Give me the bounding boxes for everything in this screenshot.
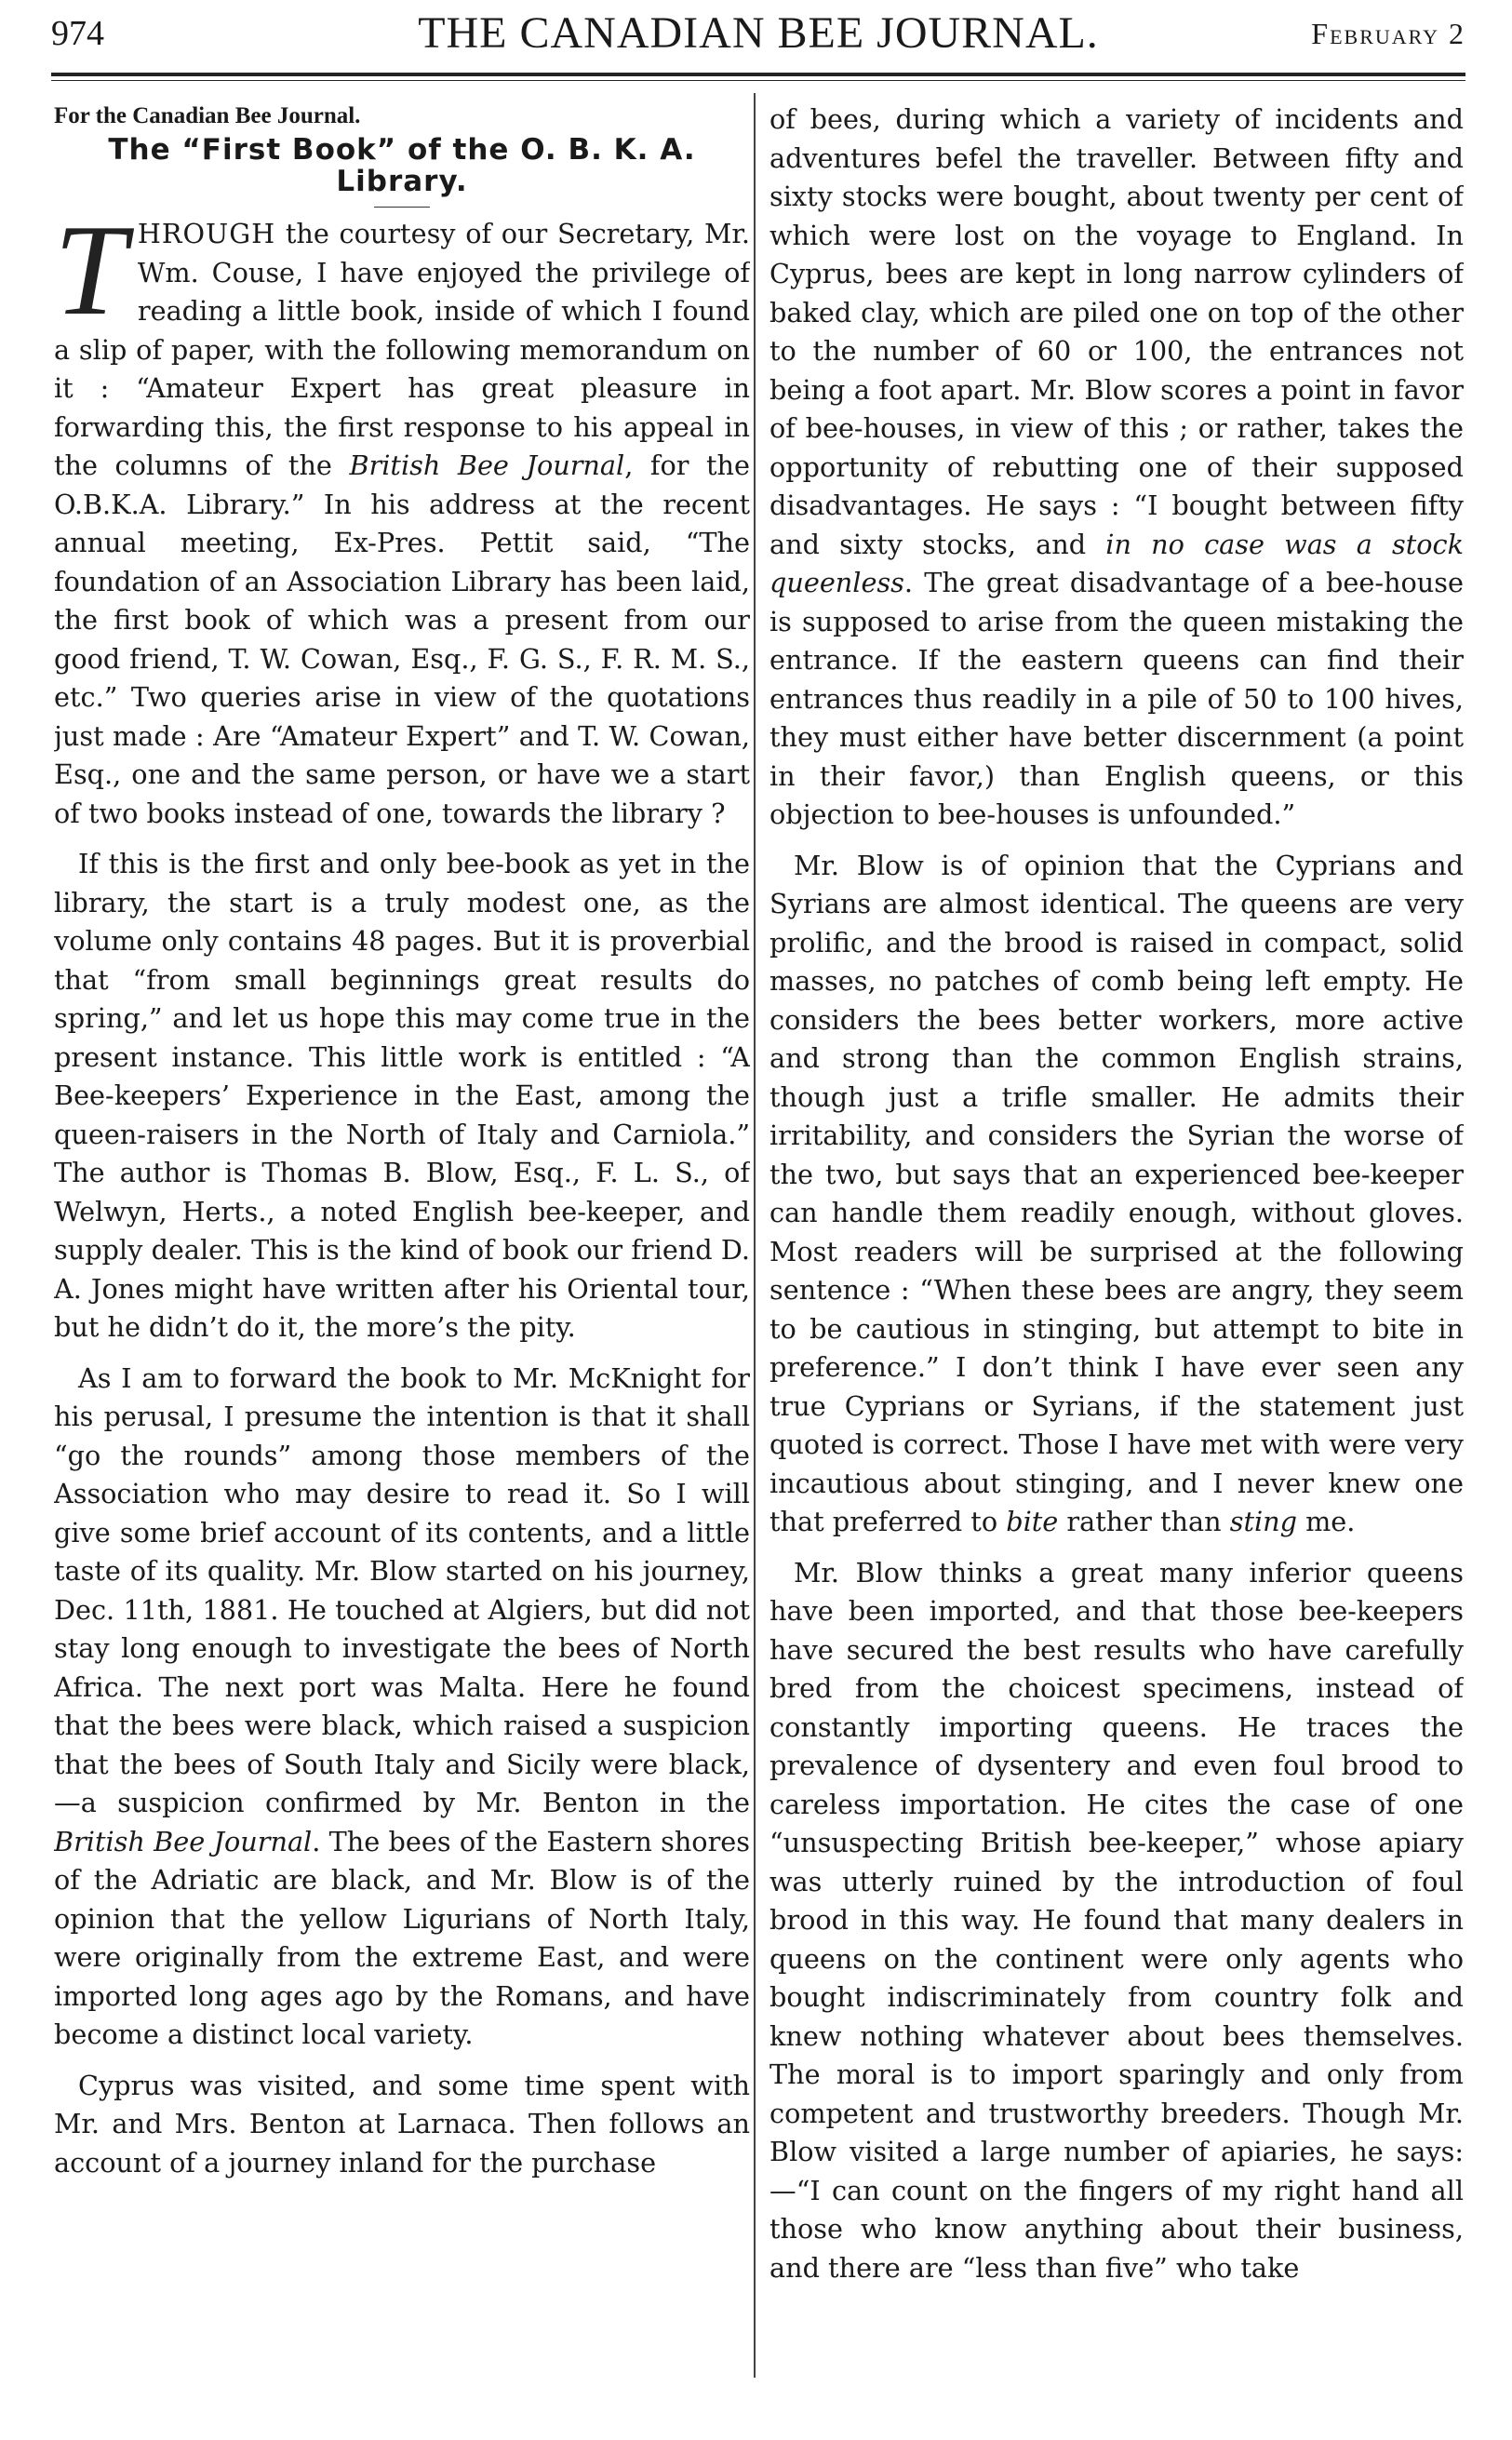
paragraph <box>54 845 750 1347</box>
text-run: of bees, during which a variety of incidents and adventures befel the traveller. Between fifty and sixty stocks were bought, about twenty per cent of which were lost on the voyage to England. In Cyprus, bees are kept in long narrow cylinders of baked clay, which are piled one on top of the other to the number of 60 or 100, the entrances not being a foot apart. Mr. Blow scores a point in favor of bee-houses, in view of this ; or rather, takes the opportunity of rebutting one of their supposed disadvantages. He says : “I bought between fifty and sixty stocks, and <box>769 103 1464 560</box>
journal-title: THE CANADIAN BEE JOURNAL. <box>418 8 1099 58</box>
left-column <box>54 101 750 2371</box>
text-run: As I am to forward the book to Mr. McKnight for his perusal, I presume the intention is that it shall “go the rounds” among those members of the Association who may desire to read it. So I will give some brief account of its contents, and a little taste of its quality. Mr. Blow started on his journey, Dec. 11th, 1881. He touched at Algiers, but did not stay long enough to investigate the bees of North Africa. The next port was Malta. Here he found that the bees were black, which raised a suspicion that the bees of South Italy and Sicily were black,—a suspicion confirmed by Mr. Benton in the <box>54 1361 750 1818</box>
article-byline: For the Canadian Bee Journal. <box>54 103 361 128</box>
article-title: The “First Book” of the O. B. K. A. Library. <box>108 133 696 198</box>
text-run: the courtesy of our Secretary, Mr. Wm. Couse, I have enjoyed the privilege of reading a little book, inside of which I found a slip of paper, with the following memorandum on it : “Amateur Expert has great pleasure in forwarding this, the first response to his appeal in the columns of the <box>54 218 750 481</box>
header-rule-thin <box>51 80 1465 81</box>
paragraph <box>769 101 1464 835</box>
left-column-body <box>54 198 750 2182</box>
header-rule-thick <box>51 73 1465 76</box>
paragraph <box>54 198 750 833</box>
running-head <box>51 7 1465 73</box>
column-divider <box>754 93 756 2378</box>
text-run: HROUGH <box>137 218 276 249</box>
paragraph <box>769 847 1464 1542</box>
text-run: in no case was a stock queenless <box>769 528 1464 598</box>
text-run: . The great disadvantage of a bee-house is supposed to arise from the queen mistaking the entrance. If the eastern queens can find their entrances thus readily in a pile of 50 to 100 hives, they must either have better discernment (a point in their favor,) than English queens, or this objection to bee-houses is unfounded.” <box>769 567 1464 830</box>
title-divider <box>374 207 430 208</box>
text-run: , for the O.B.K.A. Library.” In his address at the recent annual meeting, Ex-Pres. Pettit said, “The foundation of an Association Library has been laid, the first book of which was a present from our good friend, T. W. Cowan, Esq., F. G. S., F. R. M. S., etc.” Two queries arise in view of the quotations just made : Are “Amateur Expert” and T. W. Cowan, Esq., one and the same person, or have we a start of two books instead of one, towards the library ? <box>54 449 750 829</box>
page-number: 974 <box>51 14 104 53</box>
drop-cap: T <box>54 198 127 342</box>
text-run: bite <box>1006 1506 1059 1537</box>
text-run: Cyprus was visited, and some time spent with Mr. and Mrs. Benton at Larnaca. Then follows an account of a journey inland for the purchase <box>54 2069 750 2179</box>
text-run: British Bee Journal <box>349 449 625 481</box>
text-run: Mr. Blow is of opinion that the Cyprians and Syrians are almost identical. The queens are very prolific, and the brood is raised in compact, solid masses, no patches of comb being left empty. He considers the bees better workers, more active and strong than the common English strains, though just a trifle smaller. He admits their irritability, and considers the Syrian the worse of the two, but says that an experienced bee-keeper can handle them readily enough, without gloves. Most readers will be surprised at the following sentence : “When these bees are angry, they seem to be cautious in stinging, but attempt to bite in preference.” I don’t think I have ever seen any true Cyprians or Syrians, if the statement just quoted is correct. Those I have met with were very incautious about stinging, and I never knew one that preferred to <box>769 849 1464 1537</box>
paragraph <box>54 2067 750 2183</box>
text-run: British Bee Journal <box>54 1825 313 1857</box>
text-run: . The bees of the Eastern shores of the Adriatic are black, and Mr. Blow is of the opinion that the yellow Ligurians of North Italy, were originally from the extreme East, and were imported long ages ago by the Romans, and have become a distinct local variety. <box>54 1825 750 2050</box>
text-run: sting <box>1229 1506 1297 1537</box>
issue-date: February 2 <box>1311 17 1465 50</box>
paragraph <box>54 1360 750 2055</box>
text-run: rather than <box>1058 1506 1230 1537</box>
right-column <box>769 101 1464 2371</box>
right-column-body <box>769 101 1464 2287</box>
text-run: me. <box>1296 1506 1356 1537</box>
paragraph <box>769 1554 1464 2288</box>
text-run: If this is the first and only bee-book as yet in the library, the start is a truly modest one, as the volume only contains 48 pages. But it is proverbial that “from small beginnings great results do spring,” and let us hope this may come true in the present instance. This little work is entitled : “A Bee-keepers’ Experience in the East, among the queen-raisers in the North of Italy and Carniola.” The author is Thomas B. Blow, Esq., F. L. S., of Welwyn, Herts., a noted English bee-keeper, and supply dealer. This is the kind of book our friend D. A. Jones might have written after his Oriental tour, but he didn’t do it, the more’s the pity. <box>54 848 750 1343</box>
text-run: Mr. Blow thinks a great many inferior queens have been imported, and that those bee-keepers have secured the best results who have carefully bred from the choicest specimens, instead of constantly importing queens. He traces the prevalence of dysentery and even foul brood to careless importation. He cites the case of one “unsuspecting British bee-keeper,” whose apiary was utterly ruined by the introduction of foul brood in this way. He found that many dealers in queens on the continent were only agents who bought indiscriminately from country folk and knew nothing whatever about bees themselves. The moral is to import sparingly and only from competent and trustworthy breeders. Though Mr. Blow visited a large number of apiaries, he says:—“I can count on the fingers of my right hand all those who know anything about their business, and there are “less than five” who take <box>769 1556 1464 2284</box>
